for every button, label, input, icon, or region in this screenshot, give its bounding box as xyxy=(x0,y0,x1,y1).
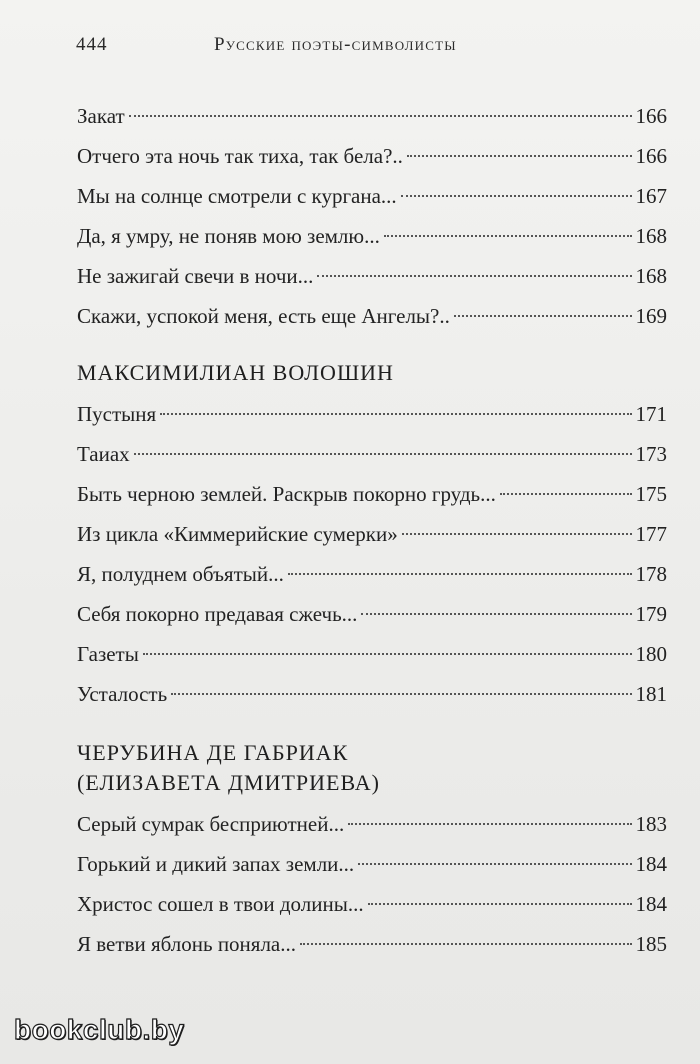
toc-entry-title: Да, я умру, не поняв мою землю... xyxy=(77,224,380,248)
dot-leader xyxy=(143,652,632,655)
toc-entry-page: 166 xyxy=(635,144,667,168)
toc-entry-page: 184 xyxy=(635,892,667,916)
toc-entry xyxy=(77,176,667,216)
toc-entry xyxy=(77,394,667,434)
toc-entry-page: 178 xyxy=(635,562,667,586)
section-heading-text: ЧЕРУБИНА ДЕ ГАБРИАК xyxy=(77,740,349,765)
toc-entry-title: Серый сумрак бесприютней... xyxy=(77,812,345,836)
toc-entry xyxy=(77,96,667,136)
toc-entry-page: 177 xyxy=(635,522,667,546)
toc-entry xyxy=(77,296,667,336)
dot-leader xyxy=(368,902,632,905)
dot-leader xyxy=(407,154,632,157)
toc-entry xyxy=(77,884,667,924)
toc-entry-page: 168 xyxy=(635,224,667,248)
dot-leader xyxy=(160,412,631,415)
toc-entry-title: Усталость xyxy=(77,682,168,706)
dot-leader xyxy=(358,862,631,865)
section-heading-text: МАКСИМИЛИАН ВОЛОШИН xyxy=(77,360,394,385)
toc-entry-title: Таиах xyxy=(77,442,130,466)
toc-entry-title: Не зажигай свечи в ночи... xyxy=(77,264,314,288)
toc-entry-title: Мы на солнце смотрели с кургана... xyxy=(77,184,397,208)
dot-leader xyxy=(317,274,631,277)
page-header xyxy=(76,34,666,64)
toc-entry-title: Я, полуднем объятый... xyxy=(77,562,284,586)
toc-entry-page: 181 xyxy=(635,682,667,706)
dot-leader xyxy=(348,822,631,825)
toc-entry-title: Себя покорно предавая сжечь... xyxy=(77,602,358,626)
toc-entry-title: Закат xyxy=(77,104,125,128)
dot-leader xyxy=(454,314,632,317)
toc-entry-page: 171 xyxy=(635,402,667,426)
toc-entry-page: 179 xyxy=(635,602,667,626)
toc-entry xyxy=(77,804,667,844)
toc-entry-page: 169 xyxy=(635,304,667,328)
toc-entry xyxy=(77,554,667,594)
dot-leader xyxy=(361,612,631,615)
toc-entry-page: 184 xyxy=(635,852,667,876)
toc-entry-title: Горький и дикий запах земли... xyxy=(77,852,355,876)
toc-entry-page: 173 xyxy=(635,442,667,466)
dot-leader xyxy=(300,942,631,945)
dot-leader xyxy=(402,532,632,535)
toc-entry xyxy=(77,136,667,176)
toc-entry-page: 183 xyxy=(635,812,667,836)
dot-leader xyxy=(129,114,632,117)
dot-leader xyxy=(384,234,632,237)
dot-leader xyxy=(134,452,632,455)
toc-entry xyxy=(77,844,667,884)
toc-entry-page: 167 xyxy=(635,184,667,208)
dot-leader xyxy=(401,194,632,197)
dot-leader xyxy=(288,572,632,575)
toc-entry-title: Христос сошел в твои долины... xyxy=(77,892,364,916)
running-title: Русские поэты-символисты xyxy=(214,34,457,55)
section-heading-cherubina xyxy=(77,738,667,798)
toc-entry xyxy=(77,514,667,554)
toc-entry xyxy=(77,434,667,474)
toc-entry-page: 185 xyxy=(635,932,667,956)
toc-entry-title: Отчего эта ночь так тиха, так бела?.. xyxy=(77,144,403,168)
toc-entry-title: Я ветви яблонь поняла... xyxy=(77,932,297,956)
toc-entry-page: 175 xyxy=(635,482,667,506)
toc-entry xyxy=(77,674,667,714)
toc-entry-title: Газеты xyxy=(77,642,139,666)
dot-leader xyxy=(171,692,631,695)
toc-entry-page: 168 xyxy=(635,264,667,288)
toc-entry xyxy=(77,256,667,296)
toc-entry-page: 180 xyxy=(635,642,667,666)
site-watermark: bookclub.by xyxy=(14,1014,185,1045)
toc-entry xyxy=(77,474,667,514)
toc-entry-title: Скажи, успокой меня, есть еще Ангелы?.. xyxy=(77,304,450,328)
dot-leader xyxy=(500,492,632,495)
toc-entry xyxy=(77,594,667,634)
section-heading-voloshin xyxy=(77,358,667,388)
toc-entry xyxy=(77,634,667,674)
toc-entry-title: Пустыня xyxy=(77,402,157,426)
toc-entry xyxy=(77,924,667,964)
page-number: 444 xyxy=(76,34,108,55)
toc-entry-page: 166 xyxy=(635,104,667,128)
section-heading-subtitle: (ЕЛИЗАВЕТА ДМИТРИЕВА) xyxy=(77,770,380,795)
table-of-contents xyxy=(77,96,667,964)
toc-entry-title: Из цикла «Киммерийские сумерки» xyxy=(77,522,398,546)
toc-entry-title: Быть черною землей. Раскрыв покорно грудь... xyxy=(77,482,496,506)
toc-entry xyxy=(77,216,667,256)
